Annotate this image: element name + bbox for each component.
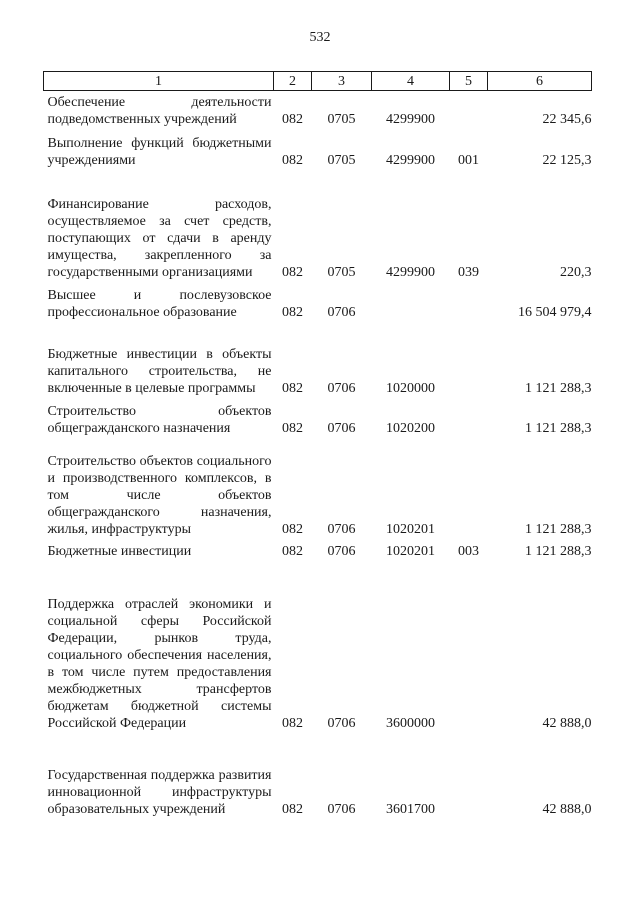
- section-code: 0706: [327, 305, 356, 320]
- ministry-code: 082: [282, 544, 303, 559]
- column-header: 6: [488, 72, 592, 91]
- expense-type-code: [450, 91, 488, 129]
- column-header: 5: [450, 72, 488, 91]
- column-header: 1: [44, 72, 274, 91]
- target-code: 1020200: [386, 421, 435, 436]
- amount: 42 888,0: [542, 716, 592, 731]
- section-code: 0705: [327, 112, 356, 127]
- item-name: Высшее и послевузовское профессиональное образование: [47, 288, 272, 320]
- section-code: 0706: [327, 522, 356, 537]
- amount: 1 121 288,3: [525, 544, 592, 559]
- table-row: [44, 538, 592, 560]
- ministry-code: 082: [282, 381, 303, 396]
- table-row: [44, 321, 592, 397]
- amount: 42 888,0: [542, 802, 592, 817]
- section-code: 0706: [327, 544, 356, 559]
- ministry-code: 082: [282, 305, 303, 320]
- budget-table: [43, 71, 592, 818]
- item-name: Государственная поддержка развития инновационной инфраструктуры образовательных учреждений: [47, 768, 272, 817]
- table-row: [44, 169, 592, 281]
- amount: 220,3: [560, 265, 592, 280]
- target-code: 4299900: [386, 265, 435, 280]
- amount: 1 121 288,3: [525, 381, 592, 396]
- item-name: Поддержка отраслей экономики и социальной сферы Российской Федерации, рынков труда, социального обеспечения населения, в том числе путем предоставления межбюджетных трансфертов бюджетам бюджетной системы Российской Федерации: [47, 597, 272, 731]
- ministry-code: 082: [282, 421, 303, 436]
- section-code: 0705: [327, 153, 356, 168]
- table-row: [44, 281, 592, 321]
- table-row: [44, 732, 592, 818]
- column-header: 2: [274, 72, 312, 91]
- item-name: Строительство объектов общегражданского назначения: [47, 404, 272, 436]
- section-code: 0706: [327, 716, 356, 731]
- ministry-code: 082: [282, 802, 303, 817]
- page-number: 532: [309, 30, 331, 45]
- table-row: [44, 397, 592, 437]
- ministry-code: 082: [282, 153, 303, 168]
- expense-type-code: [450, 560, 488, 732]
- expense-type-code: [450, 732, 488, 818]
- expense-type-code: 003: [458, 544, 479, 559]
- column-header-row: [44, 72, 592, 91]
- target-code: 4299900: [386, 112, 435, 127]
- expense-type-code: [450, 437, 488, 538]
- section-code: 0706: [327, 381, 356, 396]
- item-name: Финансирование расходов, осуществляемое за счет средств, поступающих от сдачи в аренду имущества, закрепленного за государственными организациями: [47, 197, 272, 280]
- expense-type-code: [450, 281, 488, 321]
- expense-type-code: 001: [458, 153, 479, 168]
- table-row: [44, 128, 592, 169]
- ministry-code: 082: [282, 716, 303, 731]
- ministry-code: 082: [282, 522, 303, 537]
- table-row: [44, 437, 592, 538]
- target-code: 4299900: [386, 153, 435, 168]
- column-header: 3: [312, 72, 372, 91]
- section-code: 0706: [327, 802, 356, 817]
- column-header: 4: [372, 72, 450, 91]
- expense-type-code: 039: [458, 265, 479, 280]
- item-name: Строительство объектов социального и производственного комплексов, в том числе объектов общегражданского назначения, жилья, инфраструктуры: [47, 454, 272, 537]
- item-name: Бюджетные инвестиции: [47, 544, 192, 559]
- ministry-code: 082: [282, 265, 303, 280]
- item-name: Выполнение функций бюджетными учреждениями: [47, 136, 272, 168]
- expense-type-code: [450, 397, 488, 437]
- amount: 16 504 979,4: [518, 305, 592, 320]
- amount: 22 345,6: [542, 112, 592, 127]
- table-row: [44, 560, 592, 732]
- target-code: 1020201: [386, 522, 435, 537]
- amount: 22 125,3: [542, 153, 592, 168]
- amount: 1 121 288,3: [525, 421, 592, 436]
- expense-type-code: [450, 321, 488, 397]
- target-code: [372, 281, 450, 321]
- item-name: Бюджетные инвестиции в объекты капитального строительства, не включенные в целевые программы: [47, 347, 272, 396]
- section-code: 0706: [327, 421, 356, 436]
- table-row: [44, 91, 592, 129]
- target-code: 3601700: [386, 802, 435, 817]
- amount: 1 121 288,3: [525, 522, 592, 537]
- target-code: 1020000: [386, 381, 435, 396]
- target-code: 3600000: [386, 716, 435, 731]
- target-code: 1020201: [386, 544, 435, 559]
- item-name: Обеспечение деятельности подведомственных учреждений: [47, 95, 272, 127]
- section-code: 0705: [327, 265, 356, 280]
- ministry-code: 082: [282, 112, 303, 127]
